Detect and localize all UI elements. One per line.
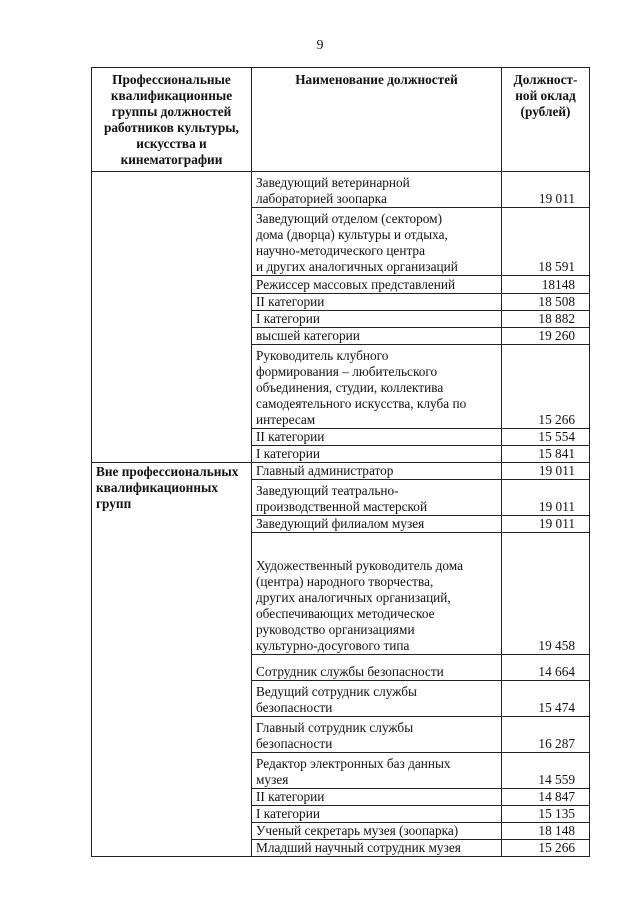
position-name: I категории xyxy=(252,806,502,823)
salary-value: 15 554 xyxy=(502,429,590,446)
position-name: Режиссер массовых представлений xyxy=(252,276,502,294)
position-name: Заведующий ветеринарной лабораторией зоопарка xyxy=(252,172,502,208)
salary-value: 14 664 xyxy=(502,655,590,681)
position-name: Заведующий отделом (сектором) дома (дворца) культуры и отдыха, научно-методического центра и других аналогичных организаций xyxy=(252,208,502,276)
page-number: 9 xyxy=(316,38,324,53)
group-label xyxy=(92,172,252,463)
header-qualification-groups: Профессиональные квалификационные группы должностей работников культуры, искусства и кинематографии xyxy=(92,68,252,172)
salary-value: 14 559 xyxy=(502,753,590,789)
position-name: Руководитель клубного формирования – любительского объединения, студии, коллектива самодеятельного искусства, клуба по интересам xyxy=(252,345,502,429)
header-salary: Должност-ной оклад (рублей) xyxy=(502,68,590,172)
position-name: II категории xyxy=(252,429,502,446)
position-name: Заведующий филиалом музея xyxy=(252,516,502,533)
salary-value: 19 011 xyxy=(502,516,590,533)
salary-table xyxy=(91,67,590,857)
salary-value: 19 011 xyxy=(502,172,590,208)
position-name: Ученый секретарь музея (зоопарка) xyxy=(252,823,502,840)
position-name: I категории xyxy=(252,446,502,463)
salary-value: 16 287 xyxy=(502,717,590,753)
salary-value: 19 260 xyxy=(502,328,590,345)
salary-value: 18 508 xyxy=(502,294,590,311)
position-name: Редактор электронных баз данных музея xyxy=(252,753,502,789)
header-position-names: Наименование должностей xyxy=(252,68,502,172)
position-name: Главный администратор xyxy=(252,463,502,480)
salary-value: 18148 xyxy=(502,276,590,294)
position-name: II категории xyxy=(252,789,502,806)
salary-value: 15 135 xyxy=(502,806,590,823)
salary-value: 15 266 xyxy=(502,345,590,429)
position-name: Ведущий сотрудник службы безопасности xyxy=(252,681,502,717)
position-name: высшей категории xyxy=(252,328,502,345)
salary-value: 15 266 xyxy=(502,840,590,857)
salary-value: 18 882 xyxy=(502,311,590,328)
position-name: Заведующий театрально- производственной мастерской xyxy=(252,480,502,516)
salary-value: 18 591 xyxy=(502,208,590,276)
position-name: Сотрудник службы безопасности xyxy=(252,655,502,681)
salary-value: 19 011 xyxy=(502,480,590,516)
salary-value: 19 458 xyxy=(502,533,590,655)
salary-value: 19 011 xyxy=(502,463,590,480)
salary-value: 14 847 xyxy=(502,789,590,806)
position-name: II категории xyxy=(252,294,502,311)
group-label: Вне профессиональных квалификационных групп xyxy=(92,463,252,857)
salary-value: 15 841 xyxy=(502,446,590,463)
position-name: Младший научный сотрудник музея xyxy=(252,840,502,857)
salary-value: 15 474 xyxy=(502,681,590,717)
table-row xyxy=(92,172,590,208)
position-name: Художественный руководитель дома (центра) народного творчества, других аналогичных организаций, обеспечивающих методическое руководство организациями культурно-досугового типа xyxy=(252,533,502,655)
table-row xyxy=(92,463,590,480)
position-name: I категории xyxy=(252,311,502,328)
table-header-row xyxy=(92,68,590,172)
position-name: Главный сотрудник службы безопасности xyxy=(252,717,502,753)
salary-value: 18 148 xyxy=(502,823,590,840)
